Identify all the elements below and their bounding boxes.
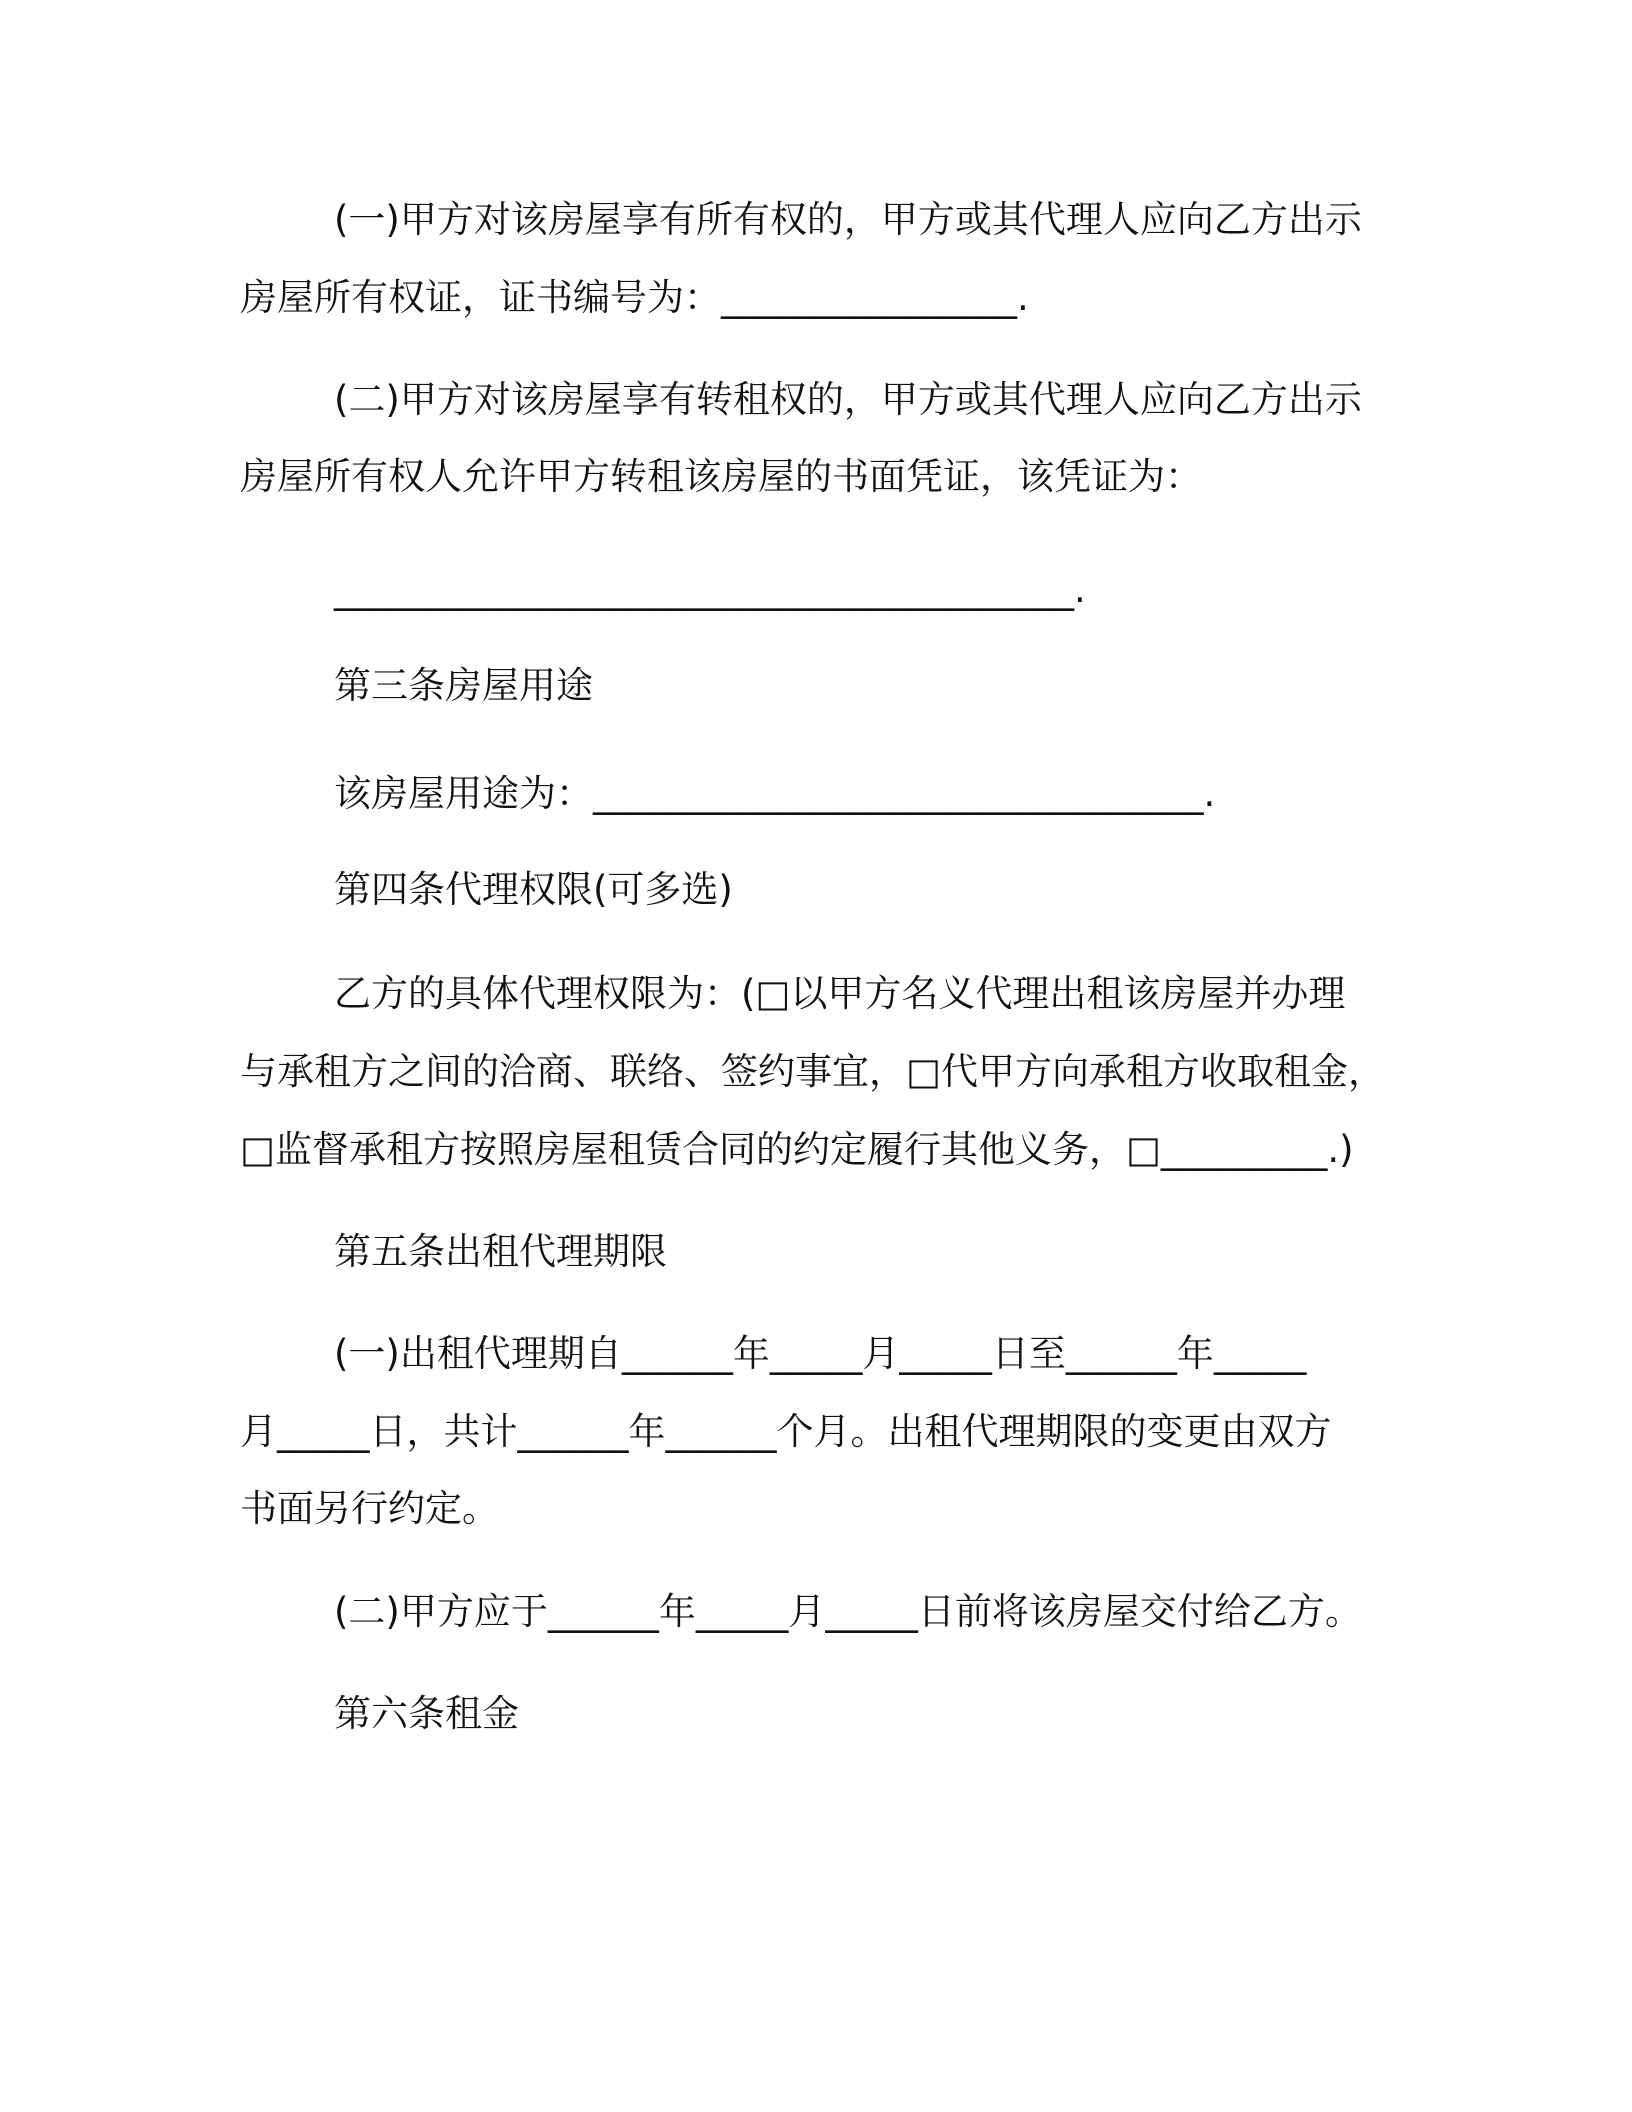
clause-5-item-1-line-3: 书面另行约定。: [240, 1487, 499, 1530]
clause-5-item-2-line: (二)甲方应于______年_____月_____日前将该房屋交付给乙方。: [334, 1590, 1362, 1633]
clause-3-usage-line: 该房屋用途为：_________________________________.: [334, 772, 1216, 815]
clause-2-item-1-line-2: 房屋所有权证，证书编号为：________________.: [240, 276, 1029, 319]
clause-4-line-3: □监督承租方按照房屋租赁合同的约定履行其他义务，□_________.): [240, 1128, 1354, 1171]
clause-2-item-2-line-2: 房屋所有权人允许甲方转租该房屋的书面凭证，该凭证为：: [240, 455, 1202, 498]
clause-5-heading: 第五条出租代理期限: [334, 1230, 667, 1273]
clause-5-item-1-line-2: 月_____日，共计______年______个月。出租代理期限的变更由双方: [240, 1410, 1332, 1453]
clause-4-line-2: 与承租方之间的洽商、联络、签约事宜，□代甲方向承租方收取租金，: [240, 1050, 1385, 1093]
clause-6-heading: 第六条租金: [334, 1692, 519, 1735]
clause-5-item-1-line-1: (一)出租代理期自______年_____月_____日至______年_____: [334, 1332, 1307, 1375]
clause-3-heading: 第三条房屋用途: [334, 664, 593, 707]
clause-2-item-1-line-1: (一)甲方对该房屋享有所有权的，甲方或其代理人应向乙方出示: [334, 198, 1362, 241]
clause-4-line-1: 乙方的具体代理权限为：(□以甲方名义代理出租该房屋并办理: [334, 972, 1346, 1015]
clause-4-heading: 第四条代理权限(可多选): [334, 868, 733, 911]
clause-2-item-2-line-1: (二)甲方对该房屋享有转租权的，甲方或其代理人应向乙方出示: [334, 378, 1362, 421]
clause-2-item-2-blank: ________________________________________.: [334, 568, 1086, 611]
